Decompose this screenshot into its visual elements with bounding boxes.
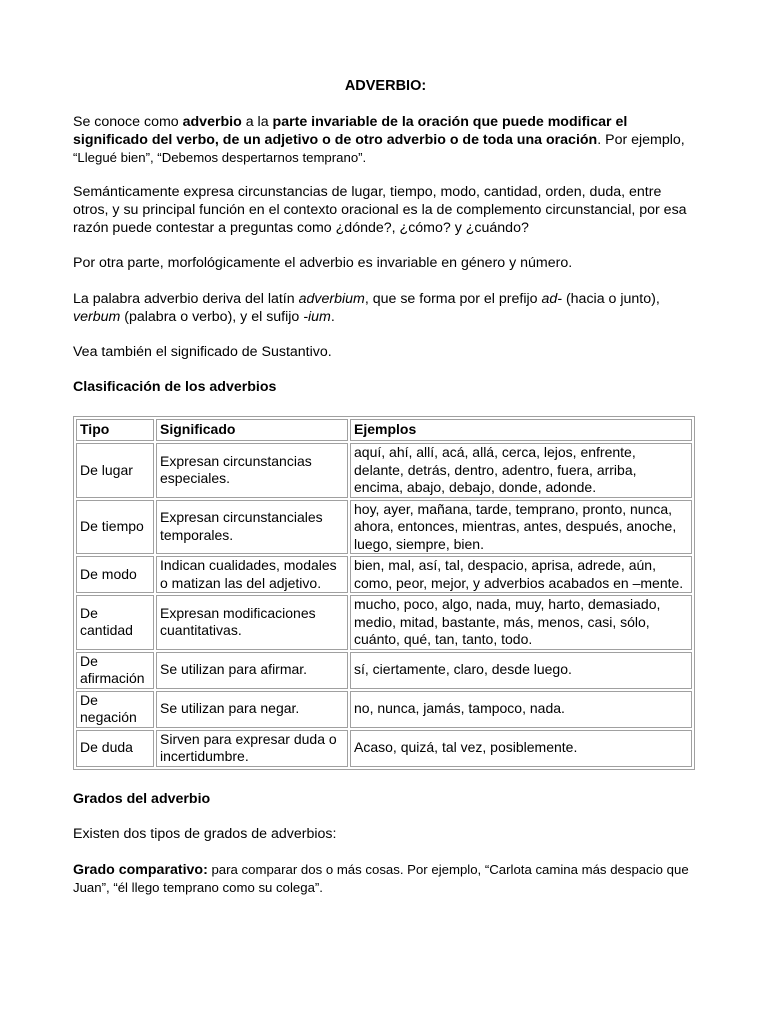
header-ejemplos: Ejemplos	[350, 419, 692, 441]
cell-ejemplos: mucho, poco, algo, nada, muy, harto, demasiado, medio, mitad, bastante, más, menos, casi, sólo, cuánto, qué, tan, tanto, todo.	[350, 595, 692, 650]
cell-tipo: De negación	[76, 691, 154, 728]
document-title: ADVERBIO:	[344, 78, 427, 94]
cell-significado: Expresan circunstanciales temporales.	[156, 500, 348, 555]
cell-significado: Se utilizan para negar.	[156, 691, 348, 728]
latin-italic-verbum: verbum	[73, 309, 121, 325]
intro-text-3: . Por ejemplo,	[597, 132, 685, 148]
cell-significado: Indican cualidades, modales o matizan las del adjetivo.	[156, 556, 348, 593]
latin-italic-ium: -ium	[303, 309, 331, 325]
table-row	[76, 595, 692, 650]
latin-italic-ad: ad-	[541, 291, 562, 307]
cell-tipo: De lugar	[76, 443, 154, 498]
grade-comparative-paragraph	[73, 861, 695, 897]
grade-comparative-text: para comparar dos o más cosas. Por ejemplo, “Carlota camina más despacio que Juan”, “él llego temprano como su colega”.	[73, 862, 689, 895]
table-row	[76, 500, 692, 555]
cell-tipo: De duda	[76, 730, 154, 767]
cell-ejemplos: no, nunca, jamás, tampoco, nada.	[350, 691, 692, 728]
intro-paragraph	[73, 113, 695, 167]
table-row	[76, 730, 692, 767]
cell-significado: Se utilizan para afirmar.	[156, 652, 348, 689]
classification-heading: Clasificación de los adverbios	[73, 379, 277, 395]
table-row	[76, 652, 692, 689]
table-row	[76, 691, 692, 728]
cell-tipo: De modo	[76, 556, 154, 593]
table-row	[76, 556, 692, 593]
cell-ejemplos: Acaso, quizá, tal vez, posiblemente.	[350, 730, 692, 767]
table-row	[76, 443, 692, 498]
header-significado: Significado	[156, 419, 348, 441]
cell-tipo: De tiempo	[76, 500, 154, 555]
table-header-row	[76, 419, 692, 441]
cell-significado: Expresan modificaciones cuantitativas.	[156, 595, 348, 650]
semantic-paragraph: Semánticamente expresa circunstancias de lugar, tiempo, modo, cantidad, orden, duda, entre otros, y su principal función en el contexto oracional es la de complemento circunstancial, por esa razón puede contestar a preguntas como ¿dónde?, ¿cómo? y ¿cuándo?	[73, 184, 687, 236]
see-also-paragraph: Vea también el significado de Sustantivo.	[73, 344, 332, 360]
header-tipo: Tipo	[76, 419, 154, 441]
etymology-paragraph	[73, 290, 695, 326]
cell-significado: Expresan circunstancias especiales.	[156, 443, 348, 498]
intro-bold-adverbio: adverbio	[182, 114, 242, 130]
cell-ejemplos: bien, mal, así, tal, despacio, aprisa, adrede, aún, como, peor, mejor, y adverbios acabados en –mente.	[350, 556, 692, 593]
intro-bold-definition: parte invariable de la oración que puede modificar el significado del verbo, de un adjetivo o de otro adverbio o de toda una oración	[73, 114, 628, 148]
cell-tipo: De afirmación	[76, 652, 154, 689]
intro-text-1: Se conoce como	[73, 114, 183, 130]
grade-comparative-label: Grado comparativo:	[73, 862, 208, 878]
grades-intro: Existen dos tipos de grados de adverbios:	[73, 826, 337, 842]
morphology-paragraph: Por otra parte, morfológicamente el adverbio es invariable en género y número.	[73, 255, 573, 271]
cell-ejemplos: sí, ciertamente, claro, desde luego.	[350, 652, 692, 689]
classification-table	[73, 416, 695, 770]
latin-text-1: La palabra adverbio deriva del latín	[73, 291, 299, 307]
latin-text-4: (palabra o verbo), y el sufijo	[120, 309, 304, 325]
cell-ejemplos: hoy, ayer, mañana, tarde, temprano, pronto, nunca, ahora, entonces, mientras, antes, después, anoche, luego, siempre, bien.	[350, 500, 692, 555]
latin-italic-adverbium: adverbium	[298, 291, 365, 307]
latin-text-3: (hacia o junto),	[562, 291, 660, 307]
latin-text-5: .	[330, 309, 335, 325]
intro-example: “Llegué bien”, “Debemos despertarnos temprano”.	[73, 150, 367, 165]
latin-text-2: , que se forma por el prefijo	[364, 291, 542, 307]
cell-ejemplos: aquí, ahí, allí, acá, allá, cerca, lejos, enfrente, delante, detrás, dentro, adentro, fuera, arriba, encima, abajo, debajo, donde, adonde.	[350, 443, 692, 498]
cell-tipo: De cantidad	[76, 595, 154, 650]
cell-significado: Sirven para expresar duda o incertidumbre.	[156, 730, 348, 767]
grades-heading: Grados del adverbio	[73, 791, 211, 807]
intro-text-2: a la	[241, 114, 273, 130]
